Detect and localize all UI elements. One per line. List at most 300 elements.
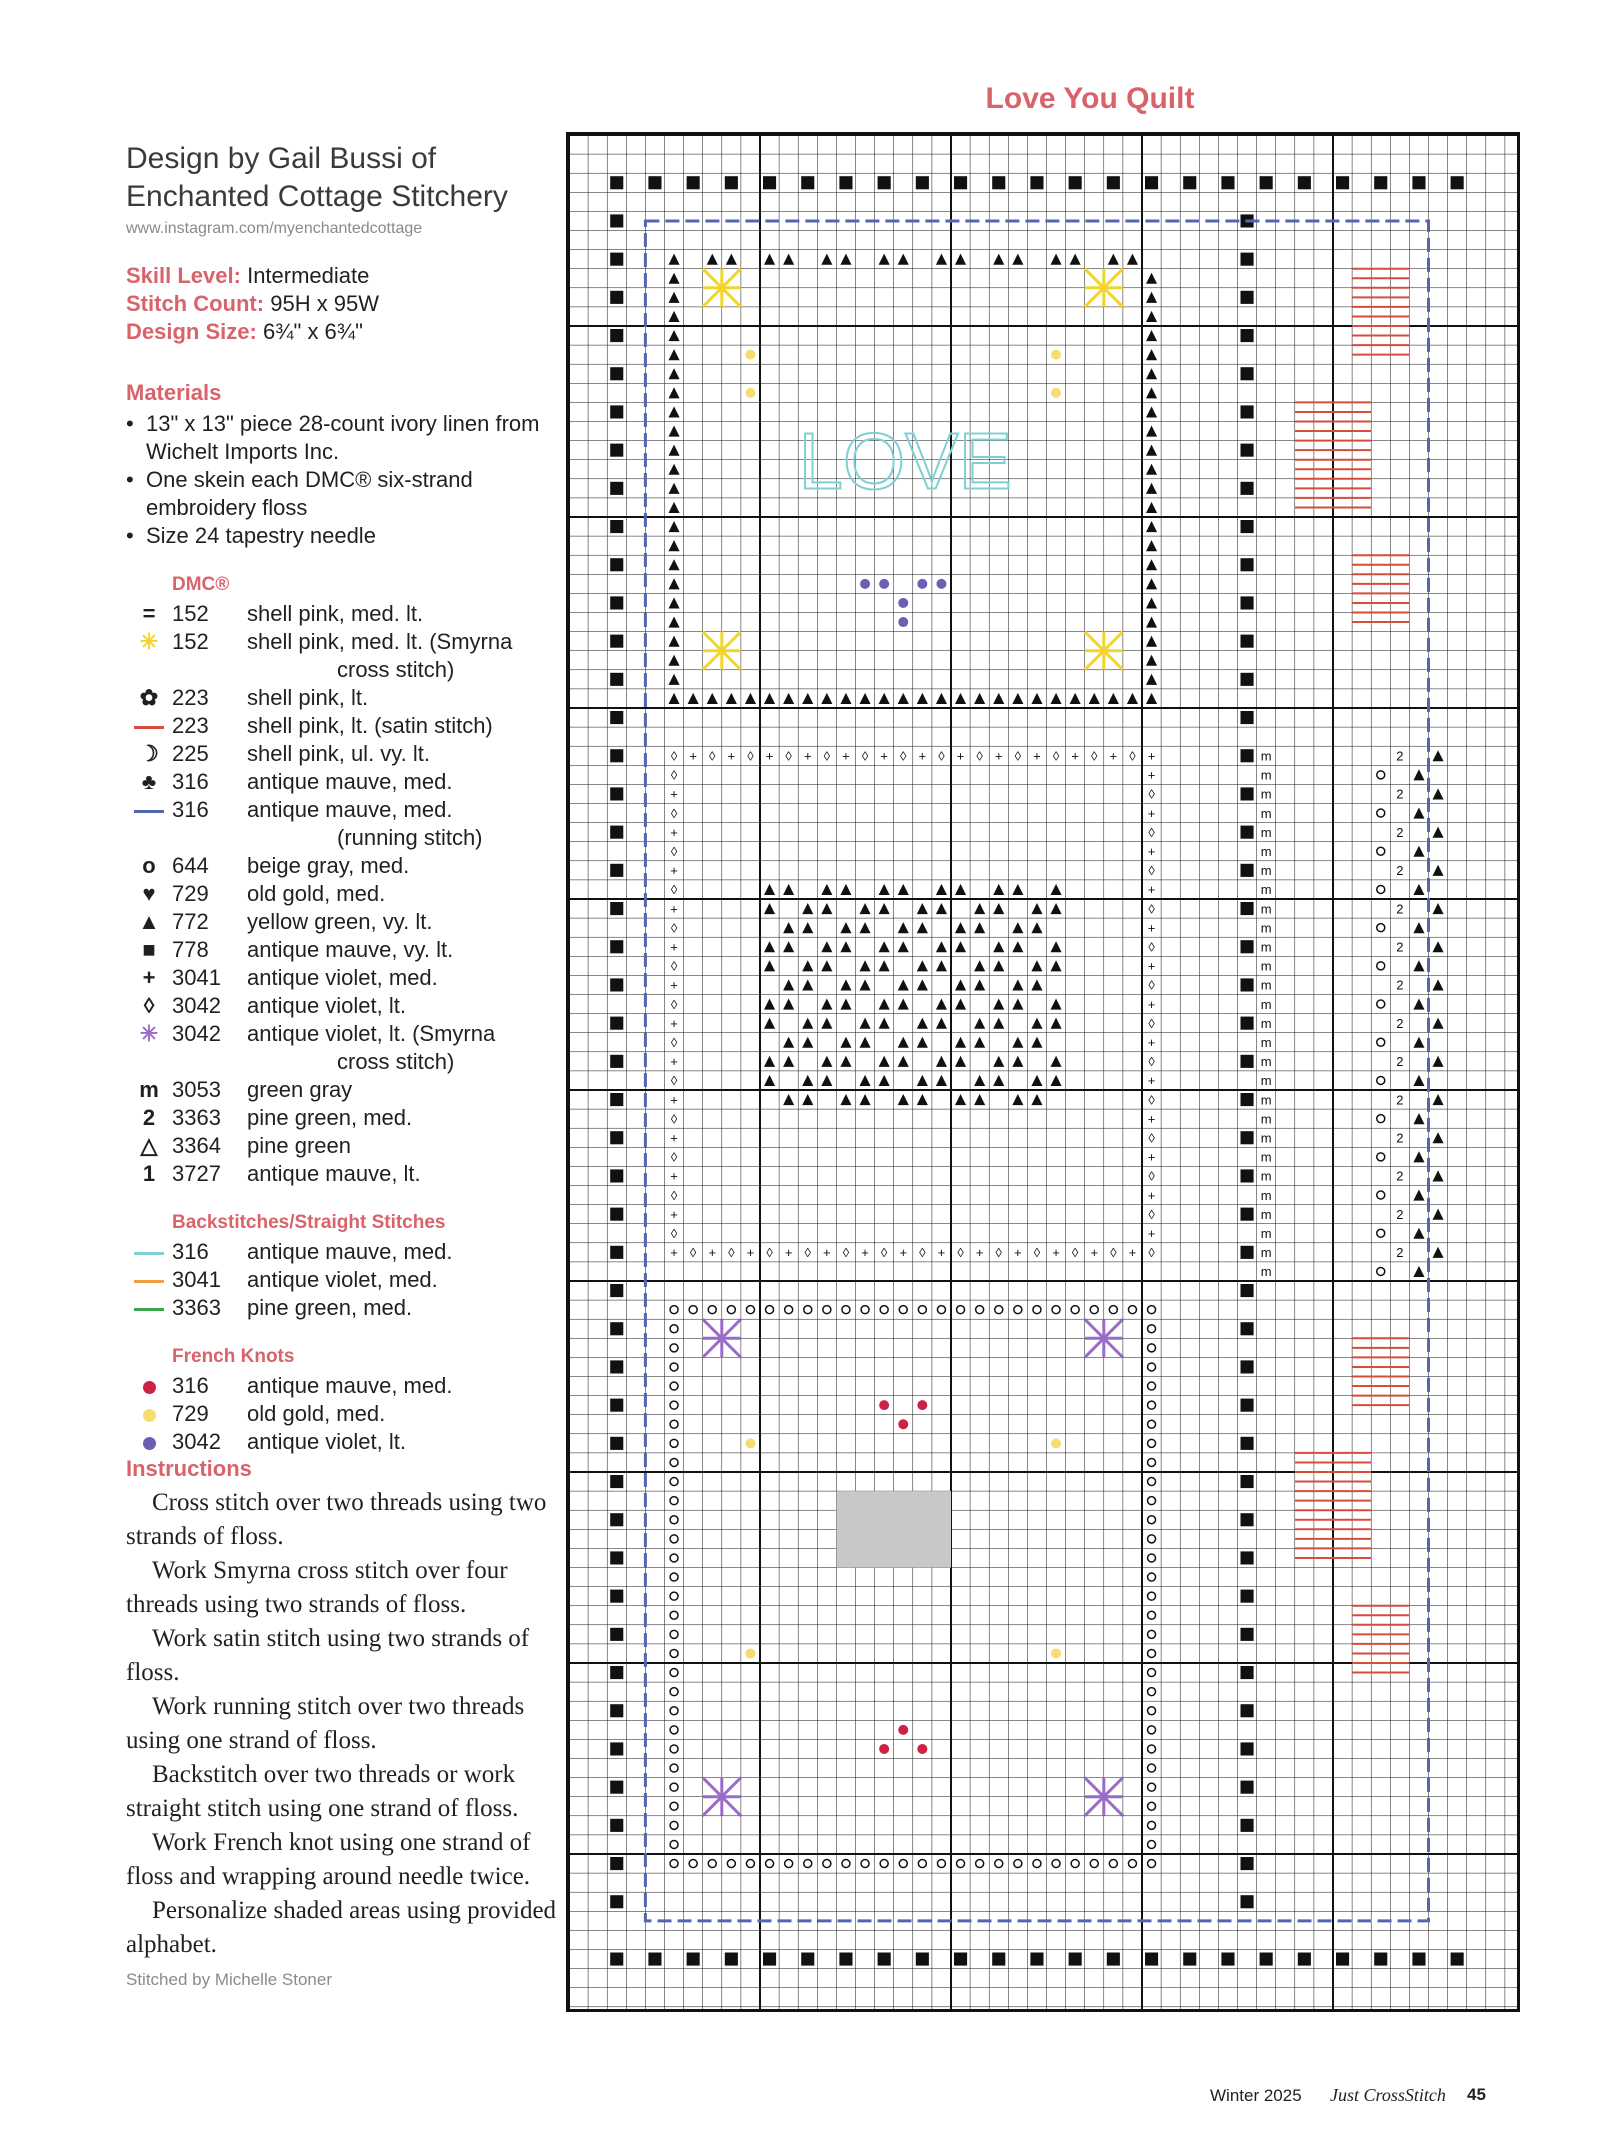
stitch-circle — [1109, 1306, 1117, 1314]
designer-url[interactable]: www.instagram.com/myenchantedcottage — [126, 220, 423, 237]
floss-key-row — [126, 712, 566, 740]
stitch-symbol: + — [1052, 1245, 1060, 1261]
stitch-square — [1241, 864, 1254, 877]
stitch-triangle — [669, 311, 680, 322]
stitch-triangle — [936, 884, 947, 895]
stitch-circle — [670, 1478, 678, 1486]
stitch-square — [1412, 1953, 1425, 1966]
floss-symbol-icon — [126, 712, 172, 740]
stitch-triangle — [1051, 254, 1062, 265]
stitch-triangle — [1031, 903, 1042, 914]
stitch-symbol: + — [1147, 844, 1156, 860]
stitch-triangle — [974, 1018, 985, 1029]
stitch-triangle — [1146, 273, 1157, 284]
stitch-symbol: + — [670, 824, 678, 840]
stitch-symbol: + — [670, 939, 678, 955]
stitch-triangle — [1413, 1075, 1424, 1086]
stitch-triangle — [821, 1018, 832, 1029]
stitch-triangle — [1413, 1228, 1424, 1239]
stitch-square — [1241, 749, 1254, 762]
stitch-triangle — [955, 999, 966, 1010]
floss-key-row — [126, 852, 566, 880]
stitch-triangle — [1433, 1247, 1444, 1258]
stitch-symbol: ◊ — [1148, 901, 1155, 917]
backstitch-line-icon — [126, 1238, 172, 1266]
stitch-symbol: m — [1260, 1264, 1272, 1280]
stitch-square — [610, 673, 623, 686]
floss-description — [247, 908, 566, 936]
stitch-square — [1241, 826, 1254, 839]
floss-description: antique violet, lt. — [247, 1429, 406, 1454]
stitch-circle — [1071, 1860, 1079, 1868]
stitch-circle — [1377, 809, 1385, 817]
stitch-square — [801, 176, 814, 189]
floss-number: 316 — [172, 769, 209, 794]
stitch-triangle — [840, 254, 851, 265]
stitch-symbol: + — [670, 901, 678, 917]
stitch-square — [1241, 1284, 1254, 1297]
stitch-symbol: ◊ — [1148, 1054, 1155, 1070]
instruction-paragraph: Work running stitch over two threads using one strand of floss. — [126, 1693, 525, 1754]
stitch-symbol: 2 — [1396, 1092, 1404, 1108]
stitch-symbol: + — [670, 1130, 678, 1146]
french-knot — [1051, 388, 1061, 398]
stitch-symbol: ◊ — [670, 1035, 678, 1051]
material-item: • 13" x 13" piece 28-count ivory linen from Wichelt Imports Inc. — [126, 410, 566, 466]
stitch-square — [610, 1742, 623, 1755]
stitch-square — [839, 1953, 852, 1966]
stitch-triangle — [879, 1075, 890, 1086]
stitch-triangle — [669, 693, 680, 704]
floss-description-text: shell pink, lt. (satin stitch) — [247, 713, 493, 738]
floss-number: 3042 — [172, 1021, 221, 1046]
stitch-triangle — [669, 368, 680, 379]
stitch-square — [610, 826, 623, 839]
stitch-triangle — [936, 1075, 947, 1086]
backstitch-line-icon — [126, 1294, 172, 1322]
floss-description-text: yellow green, vy. lt. — [247, 909, 433, 934]
stitch-line-icon — [134, 726, 164, 729]
backstitch-heading: Backstitches/Straight Stitches — [172, 1212, 446, 1233]
stitch-square — [610, 1360, 623, 1373]
knot-dot-icon — [143, 1381, 156, 1394]
stitch-symbol: ◊ — [670, 1111, 678, 1127]
stitch-square — [1241, 978, 1254, 991]
stitch-triangle — [974, 1075, 985, 1086]
stitch-square — [1241, 1017, 1254, 1030]
floss-key-row — [126, 964, 566, 992]
french-knot — [879, 579, 889, 589]
stitch-triangle — [726, 693, 737, 704]
stitch-symbol: ◊ — [689, 1245, 697, 1261]
floss-symbol-icon: 2 — [142, 1105, 156, 1130]
stitch-circle — [1148, 1649, 1156, 1657]
stitch-square — [1241, 902, 1254, 915]
floss-description-cont: cross stitch) — [337, 657, 455, 682]
stitch-square — [610, 1628, 623, 1641]
floss-key-row — [126, 1076, 566, 1104]
stitch-circle — [1148, 1382, 1156, 1390]
stitch-symbol: + — [1033, 748, 1041, 764]
stitch-triangle — [860, 922, 871, 933]
stitch-triangle — [860, 960, 871, 971]
stitch-symbol: + — [1090, 1245, 1099, 1261]
stitch-circle — [1148, 1401, 1156, 1409]
french-knot — [917, 1744, 927, 1754]
stitch-circle — [727, 1860, 735, 1868]
stitch-triangle — [860, 1094, 871, 1105]
stitch-symbol: + — [670, 1206, 678, 1222]
stitch-circle — [708, 1860, 716, 1868]
stitch-symbol: m — [1260, 1092, 1272, 1108]
stitch-triangle — [764, 999, 775, 1010]
stitch-symbol: + — [994, 748, 1003, 764]
french-knot — [879, 1400, 889, 1410]
stitch-square — [1374, 1953, 1387, 1966]
stitch-circle — [1148, 1592, 1156, 1600]
floss-description: antique mauve, med. — [247, 1373, 453, 1398]
backstitch-key — [126, 1238, 566, 1322]
stitch-triangle — [1146, 502, 1157, 513]
stitch-circle — [918, 1306, 926, 1314]
stitch-symbol: + — [1147, 882, 1156, 898]
stitch-triangle — [974, 960, 985, 971]
stitch-circle — [1014, 1860, 1022, 1868]
stitch-symbol: ◊ — [1110, 1245, 1117, 1261]
floss-number: 778 — [172, 937, 209, 962]
stitch-circle — [670, 1669, 678, 1677]
stitch-square — [1241, 1360, 1254, 1373]
floss-key — [126, 600, 566, 1188]
stitch-symbol: ◊ — [1129, 748, 1136, 764]
stitch-symbol: ◊ — [670, 920, 678, 936]
stitch-symbol: + — [670, 1245, 678, 1261]
floss-symbol-icon: o — [142, 853, 156, 878]
stitch-circle — [1148, 1745, 1156, 1753]
stitch-square — [1241, 1208, 1254, 1221]
stitch-symbol: 2 — [1396, 824, 1404, 840]
stitch-square — [1241, 1742, 1254, 1755]
stitch-triangle — [917, 922, 928, 933]
stitch-symbol: ◊ — [1148, 1245, 1155, 1261]
stitch-circle — [670, 1420, 678, 1428]
stitch-triangle — [955, 254, 966, 265]
stitch-count — [126, 290, 566, 318]
stitch-square — [1241, 673, 1254, 686]
stitch-triangle — [1146, 426, 1157, 437]
floss-description: antique mauve, med. — [247, 1239, 453, 1264]
french-knot — [879, 1744, 889, 1754]
stitch-triangle — [917, 979, 928, 990]
stitch-square — [992, 176, 1005, 189]
stitch-circle — [1090, 1860, 1098, 1868]
stitch-line-icon — [134, 810, 164, 813]
stitch-square — [954, 176, 967, 189]
personalize-shaded-area — [836, 1491, 951, 1567]
stitch-square — [1241, 1399, 1254, 1412]
stitch-triangle — [936, 903, 947, 914]
floss-symbol-icon: 1 — [142, 1161, 156, 1186]
stitch-triangle — [1012, 693, 1023, 704]
stitch-circle — [899, 1306, 907, 1314]
stitch-circle — [670, 1802, 678, 1810]
stitch-triangle — [669, 540, 680, 551]
material-item: • Size 24 tapestry needle — [126, 522, 566, 550]
stitch-triangle — [898, 922, 909, 933]
floss-description-text: beige gray, med. — [247, 853, 410, 878]
stitch-triangle — [917, 1037, 928, 1048]
stitch-circle — [995, 1306, 1003, 1314]
stitch-triangle — [955, 1056, 966, 1067]
french-knot-key-row — [126, 1428, 566, 1456]
floss-description-text: shell pink, lt. — [247, 685, 369, 710]
floss-description-text: antique violet, lt. (Smyrna — [247, 1021, 496, 1046]
stitch-symbol: m — [1260, 996, 1272, 1012]
french-knot-key-row — [126, 1400, 566, 1428]
stitch-triangle — [936, 941, 947, 952]
stitch-circle — [670, 1458, 678, 1466]
stitch-symbol: + — [1147, 958, 1156, 974]
stitch-square — [1451, 176, 1464, 189]
stitch-circle — [842, 1306, 850, 1314]
stitch-circle — [670, 1840, 678, 1848]
french-knot-dot-icon — [126, 1372, 172, 1400]
cross-stitch-chart — [566, 132, 1520, 2012]
floss-symbol-icon: ■ — [142, 937, 156, 962]
stitch-circle — [937, 1860, 945, 1868]
floss-key-row — [126, 628, 566, 684]
stitch-circle — [880, 1306, 888, 1314]
stitch-triangle — [707, 693, 718, 704]
stitch-triangle — [764, 254, 775, 265]
french-knot — [898, 1725, 908, 1735]
stitch-square — [839, 176, 852, 189]
stitch-triangle — [1433, 1170, 1444, 1181]
stitch-square — [1241, 482, 1254, 495]
stitch-symbol: ◊ — [1148, 1092, 1155, 1108]
floss-number: 152 — [172, 601, 209, 626]
stitch-line-icon — [134, 1280, 164, 1283]
floss-key-row — [126, 1160, 566, 1188]
stitch-square — [1412, 176, 1425, 189]
stitch-square — [1241, 1437, 1254, 1450]
stitch-triangle — [974, 979, 985, 990]
stitch-circle — [1148, 1306, 1156, 1314]
floss-description — [247, 740, 566, 768]
floss-symbol-icon: + — [142, 965, 156, 990]
french-knot-heading: French Knots — [172, 1346, 295, 1367]
stitch-symbol: + — [1147, 996, 1156, 1012]
stitch-square — [1241, 596, 1254, 609]
floss-description-text: pine green — [247, 1133, 351, 1158]
stitch-symbol: m — [1260, 1206, 1272, 1222]
stitch-triangle — [1012, 941, 1023, 952]
stitch-symbol: ◊ — [1148, 824, 1155, 840]
stitch-circle — [880, 1860, 888, 1868]
stitch-triangle — [802, 922, 813, 933]
stitch-triangle — [860, 693, 871, 704]
stitch-triangle — [955, 1094, 966, 1105]
backstitch-key-row — [126, 1294, 566, 1322]
stitch-symbol: + — [708, 1245, 717, 1261]
stitch-triangle — [764, 1075, 775, 1086]
stitch-square — [1241, 1246, 1254, 1259]
stitch-triangle — [1413, 1266, 1424, 1277]
stitch-triangle — [1089, 693, 1100, 704]
floss-number: 3053 — [172, 1077, 221, 1102]
stitch-triangle — [860, 1075, 871, 1086]
stitch-square — [610, 1781, 623, 1794]
stitch-triangle — [936, 693, 947, 704]
stitch-triangle — [669, 349, 680, 360]
stitch-circle — [1148, 1821, 1156, 1829]
stitch-symbol: m — [1260, 1168, 1272, 1184]
floss-symbol-icon: ◊ — [143, 993, 155, 1018]
floss-number: 225 — [172, 741, 209, 766]
stitch-square — [610, 558, 623, 571]
floss-description-text: green gray — [247, 1077, 353, 1102]
stitch-square — [1107, 1953, 1120, 1966]
stitch-triangle — [669, 445, 680, 456]
instruction-paragraph: Work French knot using one strand of floss and wrapping around needle twice. — [126, 1829, 531, 1890]
french-knot — [898, 598, 908, 608]
stitch-circle — [823, 1306, 831, 1314]
stitch-triangle — [1413, 808, 1424, 819]
stitch-triangle — [840, 884, 851, 895]
stitch-symbol: ◊ — [919, 1245, 926, 1261]
floss-number: 223 — [172, 685, 209, 710]
stitch-triangle — [764, 941, 775, 952]
stitch-circle — [689, 1306, 697, 1314]
stitch-square — [1241, 940, 1254, 953]
stitch-circle — [670, 1554, 678, 1562]
stitch-square — [725, 176, 738, 189]
stitch-triangle — [974, 903, 985, 914]
stitch-triangle — [764, 903, 775, 914]
stitch-symbol: m — [1260, 1226, 1272, 1242]
floss-description-text: antique violet, lt. — [247, 993, 406, 1018]
french-knot — [1051, 1438, 1061, 1448]
stitch-triangle — [898, 999, 909, 1010]
stitch-triangle — [1433, 1094, 1444, 1105]
stitch-symbol: + — [861, 1245, 869, 1261]
stitch-square — [610, 1895, 623, 1908]
stitch-circle — [1148, 1497, 1156, 1505]
stitch-circle — [670, 1630, 678, 1638]
french-knot — [860, 579, 870, 589]
stitch-square — [610, 1953, 623, 1966]
stitch-circle — [1148, 1344, 1156, 1352]
floss-key-row — [126, 768, 566, 796]
stitch-triangle — [840, 1037, 851, 1048]
floss-number: 3042 — [172, 1429, 221, 1454]
stitch-symbol: + — [670, 1054, 678, 1070]
stitch-symbol: ◊ — [670, 882, 678, 898]
stitch-circle — [670, 1497, 678, 1505]
stitch-square — [1241, 787, 1254, 800]
stitch-triangle — [669, 483, 680, 494]
stitch-symbol: ◊ — [670, 805, 678, 821]
stitch-triangle — [898, 941, 909, 952]
stitch-square — [1241, 405, 1254, 418]
stitch-square — [1260, 176, 1273, 189]
instruction-paragraph: Cross stitch over two threads using two strands of floss. — [126, 1489, 547, 1550]
stitch-circle — [670, 1611, 678, 1619]
stitch-triangle — [1146, 349, 1157, 360]
stitch-circle — [804, 1860, 812, 1868]
stitch-square — [610, 329, 623, 342]
stitch-symbol: m — [1260, 1035, 1272, 1051]
stitch-triangle — [1433, 1018, 1444, 1029]
floss-description-text: antique mauve, lt. — [247, 1161, 421, 1186]
stitch-symbol: ◊ — [1148, 1206, 1155, 1222]
stitch-triangle — [840, 979, 851, 990]
stitch-symbol: m — [1260, 824, 1272, 840]
stitch-triangle — [1413, 846, 1424, 857]
stitch-triangle — [917, 903, 928, 914]
floss-key-row — [126, 796, 566, 852]
stitch-triangle — [1146, 387, 1157, 398]
stitch-triangle — [1146, 674, 1157, 685]
stitch-symbol: + — [1147, 1149, 1156, 1165]
stitch-symbol: 2 — [1396, 939, 1404, 955]
stitch-square — [801, 1953, 814, 1966]
stitch-square — [610, 482, 623, 495]
stitch-square — [954, 1953, 967, 1966]
instruction-paragraph: Backstitch over two threads or work straight stitch using one strand of floss. — [126, 1761, 519, 1822]
stitch-triangle — [898, 1056, 909, 1067]
stitch-triangle — [879, 693, 890, 704]
stitch-symbol: ◊ — [670, 958, 678, 974]
stitch-symbol: ◊ — [995, 1245, 1002, 1261]
stitch-triangle — [1413, 1113, 1424, 1124]
stitch-circle — [670, 1649, 678, 1657]
stitch-circle — [1148, 1860, 1156, 1868]
knot-dot-icon — [143, 1409, 156, 1422]
french-knot — [917, 1400, 927, 1410]
stitch-triangle — [955, 693, 966, 704]
stitch-triangle — [1146, 406, 1157, 417]
stitch-circle — [746, 1306, 754, 1314]
stitch-triangle — [688, 693, 699, 704]
instruction-paragraph: Work satin stitch using two strands of floss. — [126, 1625, 530, 1686]
love-backstitch-word: LOVE — [798, 416, 1012, 506]
floss-description-text: shell pink, ul. vy. lt. — [247, 741, 430, 766]
stitch-square — [610, 787, 623, 800]
french-knot — [936, 579, 946, 589]
stitch-circle — [1148, 1554, 1156, 1562]
stitch-symbol: + — [670, 786, 678, 802]
footer-magazine: Just CrossStitch — [1330, 2085, 1446, 2105]
stitch-square — [610, 1208, 623, 1221]
floss-symbol-icon — [126, 796, 172, 852]
stitch-square — [610, 1169, 623, 1182]
stitch-symbol: ◊ — [670, 1073, 678, 1089]
stitch-symbol: ◊ — [823, 748, 831, 764]
stitch-symbol: ◊ — [880, 1245, 888, 1261]
stitch-square — [1145, 1953, 1158, 1966]
stitch-symbol: + — [1109, 748, 1118, 764]
stitch-square — [610, 1475, 623, 1488]
stitch-triangle — [1146, 655, 1157, 666]
stitch-symbol: m — [1260, 1187, 1272, 1203]
stitch-square — [916, 176, 929, 189]
stitch-circle — [804, 1306, 812, 1314]
stitch-triangle — [1413, 999, 1424, 1010]
stitch-triangle — [783, 941, 794, 952]
stitch-symbol: ◊ — [861, 748, 869, 764]
stitch-symbol: m — [1260, 1073, 1272, 1089]
